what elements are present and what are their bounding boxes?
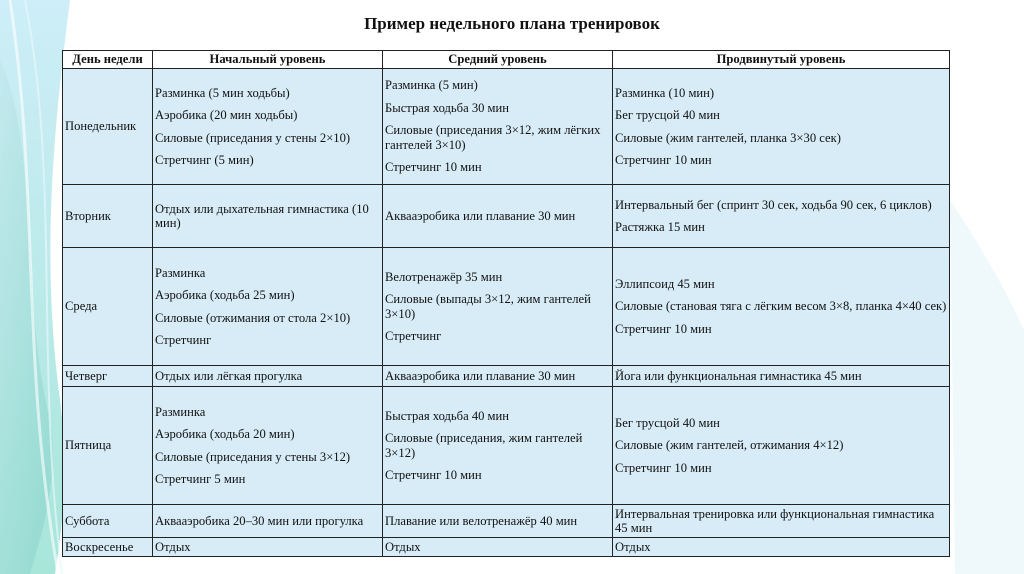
day-cell: Среда [63, 248, 153, 366]
header-intermediate: Средний уровень [383, 51, 613, 69]
advanced-cell [613, 366, 950, 387]
plan-item: Разминка [155, 265, 206, 280]
advanced-cell [613, 505, 950, 538]
plan-item: Силовые (отжимания от стола 2×10) [155, 310, 351, 325]
advanced-cell [613, 538, 950, 557]
plan-item: Отдых или дыхательная гимнастика (10 мин) [155, 201, 369, 230]
plan-item: Бег трусцой 40 мин [615, 108, 720, 122]
plan-item: Аквааэробика 20–30 мин или прогулка [155, 513, 364, 528]
training-plan-table [62, 50, 950, 557]
plan-item: Стретчинг 5 мин [155, 472, 246, 486]
day-cell: Воскресенье [63, 538, 153, 557]
plan-item: Силовые (становая тяга с лёгким весом 3×8, планка 4×40 сек) [615, 299, 947, 314]
plan-item: Разминка [155, 404, 206, 419]
intermediate-cell [383, 366, 613, 387]
plan-item: Силовые (приседания у стены 3×12) [155, 449, 351, 464]
plan-item: Разминка (10 мин) [615, 85, 715, 100]
plan-item: Аэробика (ходьба 25 мин) [155, 288, 295, 302]
plan-item: Стретчинг 10 мин [615, 321, 712, 336]
table-row [63, 248, 950, 366]
advanced-cell [613, 387, 950, 505]
beginner-cell [153, 538, 383, 557]
plan-item: Быстрая ходьба 30 мин [385, 100, 510, 115]
beginner-cell [153, 69, 383, 185]
plan-item: Аэробика (20 мин ходьбы) [155, 108, 298, 122]
header-advanced: Продвинутый уровень [613, 51, 950, 69]
plan-item: Бег трусцой 40 мин [615, 415, 720, 430]
plan-item: Стретчинг 10 мин [615, 153, 712, 167]
table-row [63, 185, 950, 248]
plan-item: Силовые (выпады 3×12, жим гантелей 3×10) [385, 292, 591, 321]
plan-item: Силовые (приседания у стены 2×10) [155, 130, 351, 145]
table-row [63, 387, 950, 505]
intermediate-cell [383, 387, 613, 505]
plan-item: Плавание или велотренажёр 40 мин [385, 513, 578, 528]
table-row [63, 538, 950, 557]
table-header-row [63, 51, 950, 69]
day-cell: Понедельник [63, 69, 153, 185]
plan-item: Силовые (приседания, жим гантелей 3×12) [385, 431, 583, 460]
plan-item: Аквааэробика или плавание 30 мин [385, 368, 576, 383]
day-cell: Пятница [63, 387, 153, 505]
intermediate-cell [383, 505, 613, 538]
intermediate-cell [383, 538, 613, 557]
plan-item: Отдых [385, 539, 421, 554]
advanced-cell [613, 69, 950, 185]
advanced-cell [613, 248, 950, 366]
plan-item: Силовые (приседания 3×12, жим лёгких гантелей 3×10) [385, 123, 601, 152]
beginner-cell [153, 366, 383, 387]
plan-item: Силовые (жим гантелей, отжимания 4×12) [615, 438, 844, 453]
table-row [63, 505, 950, 538]
plan-item: Отдых [155, 539, 191, 554]
intermediate-cell [383, 69, 613, 185]
table-row [63, 69, 950, 185]
plan-item: Стретчинг [155, 333, 212, 347]
plan-item: Отдых или лёгкая прогулка [155, 368, 303, 383]
advanced-cell [613, 185, 950, 248]
header-beginner: Начальный уровень [153, 51, 383, 69]
plan-item: Стретчинг [385, 329, 442, 343]
plan-item: Интервальная тренировка или функциональная гимнастика 45 мин [615, 506, 935, 535]
plan-item: Силовые (жим гантелей, планка 3×30 сек) [615, 130, 841, 145]
plan-item: Йога или функциональная гимнастика 45 мин [615, 368, 862, 383]
plan-item: Разминка (5 мин ходьбы) [155, 85, 290, 100]
plan-item: Растяжка 15 мин [615, 220, 705, 234]
plan-item: Быстрая ходьба 40 мин [385, 408, 510, 423]
plan-item: Разминка (5 мин) [385, 78, 478, 93]
plan-item: Стретчинг 10 мин [385, 468, 482, 482]
day-cell: Четверг [63, 366, 153, 387]
beginner-cell [153, 387, 383, 505]
table-row [63, 366, 950, 387]
beginner-cell [153, 248, 383, 366]
day-cell: Суббота [63, 505, 153, 538]
page-title: Пример недельного плана тренировок [364, 14, 660, 33]
day-cell: Вторник [63, 185, 153, 248]
beginner-cell [153, 185, 383, 248]
plan-item: Аквааэробика или плавание 30 мин [385, 208, 576, 223]
plan-item: Велотренажёр 35 мин [385, 269, 503, 284]
plan-item: Интервальный бег (спринт 30 сек, ходьба 90 сек, 6 циклов) [615, 197, 932, 212]
plan-item: Стретчинг 10 мин [385, 160, 482, 175]
plan-item: Стретчинг 10 мин [615, 460, 712, 475]
intermediate-cell [383, 185, 613, 248]
intermediate-cell [383, 248, 613, 366]
plan-item: Отдых [615, 539, 651, 554]
plan-item: Эллипсоид 45 мин [615, 276, 715, 291]
beginner-cell [153, 505, 383, 538]
header-day: День недели [63, 51, 153, 69]
plan-item: Аэробика (ходьба 20 мин) [155, 427, 295, 441]
plan-item: Стретчинг (5 мин) [155, 153, 254, 167]
